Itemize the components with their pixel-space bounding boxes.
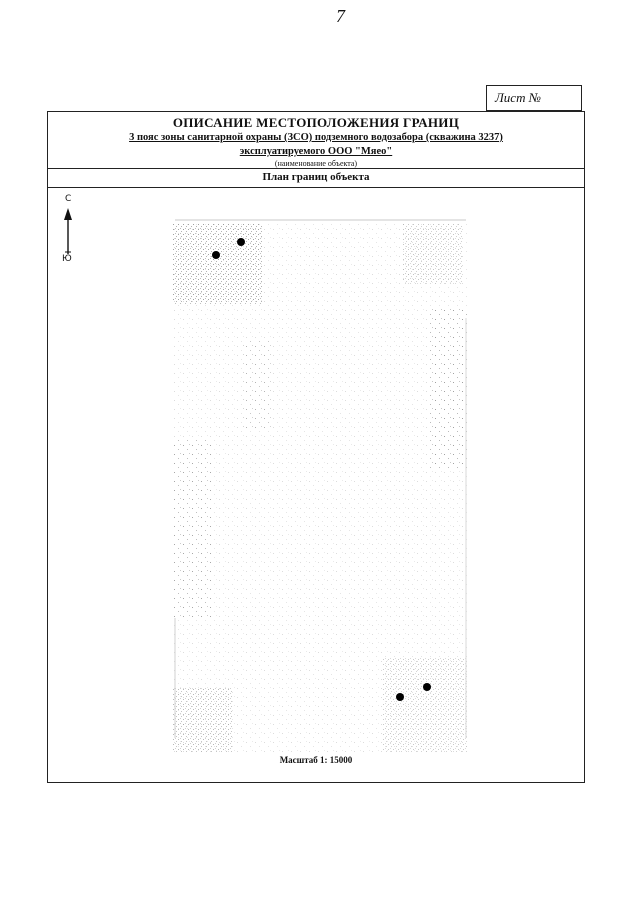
north-arrow-icon [56,194,80,264]
boundary-point-marker [212,251,220,259]
document-frame [47,111,585,783]
object-name-line-2: эксплуатируемого ООО "Мяео" [239,146,393,157]
boundary-point-marker [423,683,431,691]
sheet-number-box: Лист № [486,85,582,111]
plan-title-divider [48,187,584,188]
compass-south-label: Ю [62,254,72,264]
document-title: ОПИСАНИЕ МЕСТОПОЛОЖЕНИЯ ГРАНИЦ [172,115,460,130]
object-name-caption: (наименование объекта) [274,159,358,168]
compass-north-label: С [65,194,72,204]
boundary-point-marker [237,238,245,246]
header-divider [48,168,584,169]
header-block [48,112,584,168]
boundary-point-marker [396,693,404,701]
map-background [173,218,468,752]
page-number: 7 [336,6,345,26]
boundary-plan-map [173,218,468,752]
object-name-line-1: 3 пояс зоны санитарной охраны (ЗСО) подземного водозабора (скважина 3237) [129,132,503,143]
plan-title: План границ объекта [262,171,370,183]
map-scale-label: Масштаб 1: 15000 [279,755,353,765]
